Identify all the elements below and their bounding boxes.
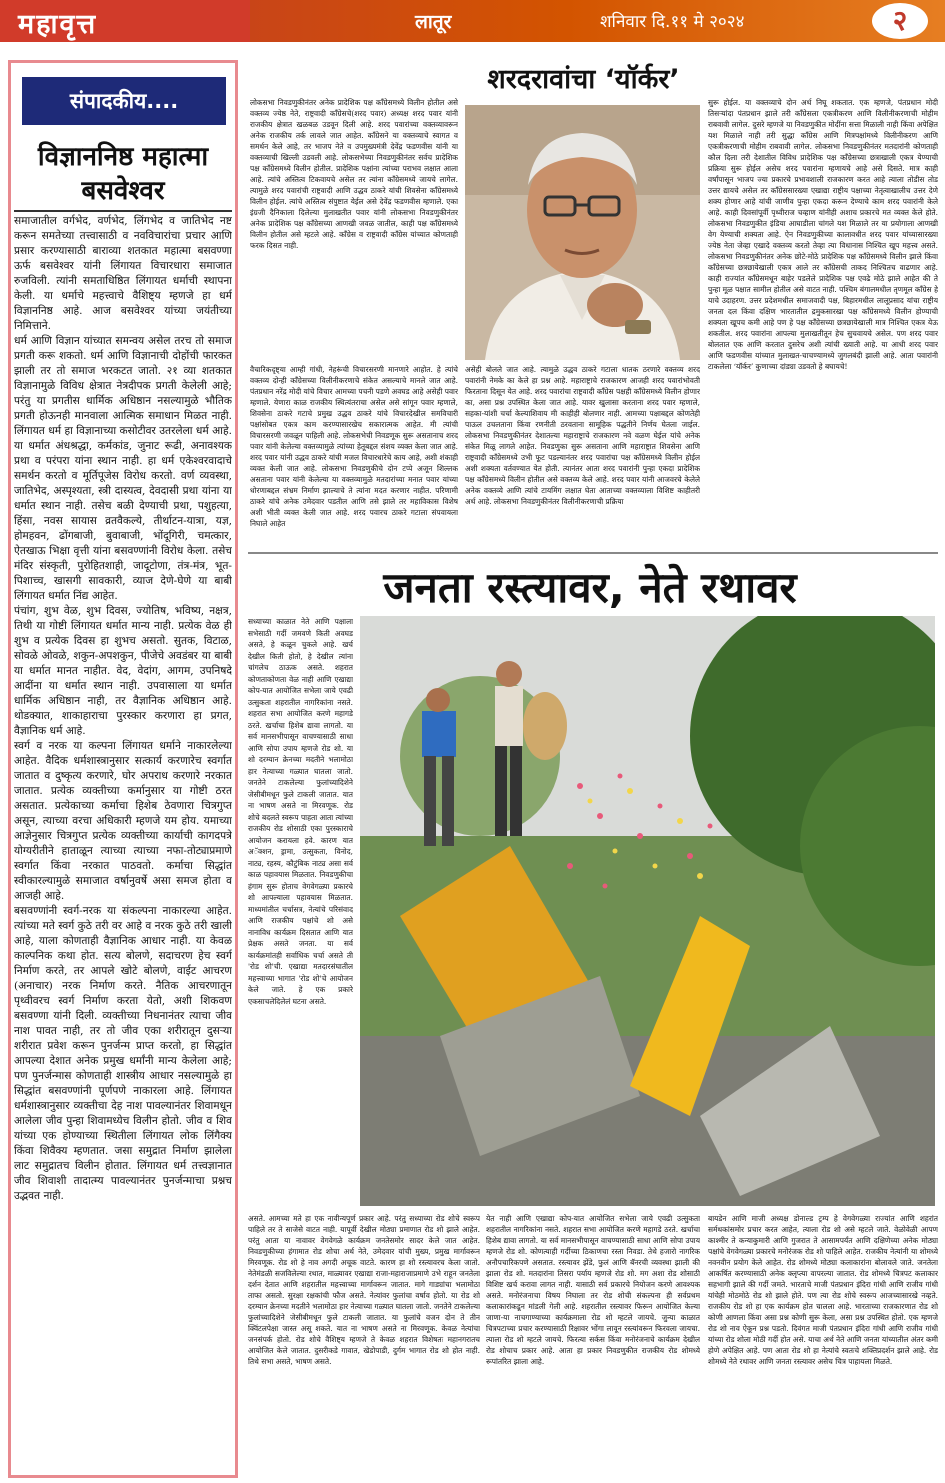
article2-headline: जनता रस्त्यावर, नेते रथावर: [383, 563, 797, 612]
article2-column-bottom-3: [708, 1213, 938, 1475]
newspaper-title: महावृत्त: [18, 9, 98, 40]
page-number: २: [872, 3, 928, 39]
editorial-section-header: संपादकीय....: [22, 77, 226, 125]
article2-text: येत नाही आणि एखाद्या कोप-यात आयोजित सभेला जाये एवढी उत्सुकता शहरातील नागरिकांना नसते. शहरात सभा आयोजित करणे महागडे ठरते. खर्चाचा हिशेब द्यावा लागतो. या सर्व मानसभीपासून वाचण्यासाठी साधा आणि सोपा उपाय म्हणजे रोड शो. कोणत्याही गर्दीच्या ठिकाणचा रस्ता निवडा. तेथे हजारो नागरिक अनौपचारिकपणे असतात. रस्त्यावर झेंडे, फुलं आणि बॅनरची व्यवस्था झाली की झाला रोड शो. मतदारांना तिसरा पर्याय म्हणजे रोड शो. मग अशा रोड शोसाठी विशिष्ट खर्च करावा लागत नाही. यासाठी सर्व प्रकारचे नियोजन करणे आवश्यक असते. मनोरंजनाचा विषय निघाला तर रोड शोची संकल्पना ही सर्वप्रथम कलाकारांकडून मांडली गेली आहे. शहरातील रस्त्यावर फिरून आयोजित केल्या जाणा-या नाचगाण्याच्या कार्यक्रमाला रोड शो म्हटले जायचे. जुन्या काळात चित्रपटाच्या प्रचार करण्यासाठी रिक्षावर भोंगा लावून रस्त्यांवरून फिरवला जायचा. त्याला रोड शो म्हटले जायचे. फिरत्या सर्कस किंवा मनोरंजनाचे कार्यक्रम देखील रोड शोचाच प्रकार आहे. आता हा प्रकार निवडणुकीत राजकीय रोड शोमध्ये रूपांतरित झाला आहे.: [486, 1214, 700, 1366]
article1-text: वैचारिकदृष्ट्या आम्ही गांधी, नेहरूंची विचारसरणी मानणारे आहोत. हे त्यांचे वक्तव्य दोन्ही काँग्रेसच्या विलीनीकरणाचे संकेत असल्याचे मानले जात आहे. पंतप्रधान नरेंद्र मोदी यांचे विचार आमच्या पचनी पडणे अवघड आहे असेही पवार म्हणाले. येणारा काळ राजकीय स्थित्यंतराचा असेल असे सांगून पवार म्हणाले, शिवसेना ठाकरे गटाचे प्रमुख उद्धव ठाकरे यांचे विचारदेखील समविचारी पक्षांसोबत एकत्र काम करण्यासारखेच सकारात्मक आहेत. मी त्यांची विचारसरणी जवळून पाहिली आहे. लोकसभेची निवडणूक सुरू असतानाच शरद पवार यांनी केलेल्या वक्तव्यामुळे त्यांच्या हेतूबद्दल संशय व्यक्त केला जात आहे. शरद पवार यांनी उद्धव ठाकरे यांची मजल विचारधारेचे काय आहे, अशी शंकाही व्यक्त केली जात आहे. लोकसभा निवडणुकीचे दोन टप्पे अजून शिल्लक असताना पवार यांनी केलेल्या या वक्तव्यामुळे मतदारांच्या मनात पवार यांच्या धोरणाबद्दल संभ्रम निर्माण झाल्याचे ते त्यांना मदत करणार नाहीत. परिणामी ठाकरे यांचे अनेक उमेदवार पडतील आणि तसे झाले तर महाविकास विशेष अशी भीती व्यक्त केली जात आहे. शरद पवारच ठाकरे गटाला संपवायला निघाले आहेत: [250, 365, 458, 528]
article1-column-2: [465, 364, 700, 544]
article2-text: असते. आमच्या मते हा एक नावीन्यपूर्ण प्रकार आहे. परंतु सध्याच्या रोड शोचे स्वरूप पाहिले तर ते साजेसे वाटत नाही. यापूर्वी देखील मोठ्या प्रमाणात रोड शो झाले आहेत. परंतु आता या नावावर वेगवेगळे कार्यक्रम जनतेसमोर सादर केले जात आहेत. निवडणुकीच्या हंगामात रोड शोचा अर्थ नेते, उमेदवार यांची मुख्य, प्रमुख मार्गावरून मिरवणूक. रोड शो हे नाव अगदी अचूक वाटते. कारण हा शो रस्त्यावरच केला जातो. नेतेमंडळी सजविलेल्या रथात, माळ्यावर एखाद्या राजा-महाराजाप्रमाणे उभे राहून जनतेला दर्शन देतात आणि शहरातील महत्त्वाच्या मार्गावरून जातात. मागे गाड्यांचा भलामोठा ताफा असतो. सुरक्षा रक्षकांची फौज असते. नेत्यांवर फुलांचा वर्षाव होतो. या रोड शो दरम्यान क्रेनच्या मदतीने भलामोठा हार नेत्याच्या गळ्यात घातला जातो. जनतेने टाकलेल्या फुलांच्यादिशेने जेसीबीमधून फुले टाकली जातात. या फुलांचे वजन दोन ते तीन क्विंटलपेक्षा जास्त असू शकते. यात ना भाषण असते ना मिरवणूक. केवळ नेत्यांचा जनसंपर्क होतो. रोड शोचे वैशिष्ट्य म्हणजे ते केवळ शहरात विशेषतः महानगरातच आयोजित केले जातात. दुसरीकडे गावात, खेडोपाडी, दुर्गम भागात रोड शो होत नाही. तिथे सभा असते, भाषण असते.: [248, 1214, 480, 1366]
article1-column-1b: [250, 364, 458, 544]
article1-text: सुरू होईल. या वक्तव्याचे दोन अर्थ निघू शकतात. एक म्हणजे, पंतप्रधान मोदी तिसऱ्यांदा पंतप्रधान झाले तरी काँग्रेसला एकत्रीकरण आणि विलीनीकरणाची मोहीम राबवावी लागेल. दुसरे म्हणजे या निवडणुकीत मोदींना सत्ता मिळाली नाही किंवा अपेक्षित यश मिळाले नाही तरी सुद्धा काँग्रेस आणि मित्रपक्षांमध्ये विलीनीकरण आणि एकत्रीकरणाची मोहीम राबवावी लागेल. लोकसभा निवडणुकीनंतर मतदारांनी कोणताही कौल दिला तरी देशातील विविध प्रादेशिक पक्ष काँग्रेसच्या छत्राखाली एकत्र येण्याची प्रक्रिया सुरू होईल असेच शरद पवारांना म्हणायचे आहे असे दिसते. मात्र काही वर्षांपासून भाजप ज्या प्रकारचे प्रभावशाली राजकारण करत आहे त्याला तोडीस तोड उत्तर द्यायचे असेल तर काँग्रेससारख्या एखाद्या राष्ट्रीय पक्षाच्या नेतृत्वाखालीच उत्तर देणे शक्य होणार आहे यांची जाणीव पुन्हा एकदा करून देण्याचे काम शरद पवारांनी केले आहे. काही दिवसांपूर्वी पृथ्वीराज चव्हाण यांनीही अशाच प्रकारचे मत व्यक्त केले होते. लोकसभा निवडणुकीत इंडिया आघाडीला चांगले यश मिळाले तर या प्रयोगाला आणखी वेग येण्याची शक्यता आहे. ऐन निवडणुकीच्या कालावधीत शरद पवार यांच्यासारख्या ज्येष्ठ नेता जेव्हा एखादे वक्तव्य करतो तेव्हा त्या विधानास निश्चित खूप महत्त्व असते. लोकसभा निवडणुकीनंतर अनेक छोटे-मोठे प्रादेशिक पक्ष काँग्रेसमध्ये विलीन झाले किंवा काँग्रेसच्या छत्रछायेखाली एकत्र आले तर काँग्रेसची ताकद निश्चितच वाढणार आहे. काही राज्यांत काँग्रेसमधून बाहेर पडलेले प्रादेशिक पक्ष एवढे मोठे झाले आहेत की ते पुन्हा मूळ पक्षात सामील होतील असे वाटत नाही. पश्चिम बंगालमधील तृणमूल काँग्रेस हे याचे उदाहरण. उत्तर प्रदेशमधील समाजवादी पक्ष, बिहारमधील लालूप्रसाद यांचा राष्ट्रीय जनता दल किंवा दक्षिण भारतातील द्रमुकसारखा पक्ष काँग्रेसमध्ये विलीन होण्याची शक्यता खूपच कमी आहे पण हे पक्ष काँग्रेसच्या छत्रछायेखाली मात्र निश्चित एकत्र येऊ शकतील. शरद पवारांना आपल्या मुलाखतीतून हेच सुचवायचे असेल. पण शरद पवार बोलतात एक आणि करतात दुसरेच अशी त्यांची ख्याती आहे. या आधी शरद पवार आणि फडणवीस यांच्यात मुलाखत-चाचण्यामध्ये जुगलबंदी झाली आहे. आता पवारांनी टाकलेला ‘यॉर्कर’ कुणाच्या दांड्या उडवतो हे बघायचे!: [708, 98, 938, 371]
article1-headline: शरदरावांचा ‘यॉर्कर’: [487, 64, 680, 95]
editorial-paragraph: पंचांग, शुभ वेळ, शुभ दिवस, ज्योतिष, भविष्य, नक्षत्र, तिथी या गोष्टी लिंगायत धर्मात मान्य नाही. प्रत्येक वेळ ही शुभ व प्रत्येक दिवस हा शुभच असतो. सुतक, विटाळ, सोवळे ओवळे, शकुन-अपशकुन, पीजेचे अवडंबर या बाबी या धर्मात मानत नाहीत. वेद, वेदांग, आगम, उपनिषदे आदींना या धर्मात स्थान नाही. उपवासाला या धर्मात धार्मिक अधिष्ठान नाही, तर वैज्ञानिक अधिष्ठान आहे. थोडक्यात, शाकाहाराचा पुरस्कार करणारा हा प्रगत, वैज्ञानिक धर्म आहे.: [14, 605, 232, 737]
roadshow-photo: [360, 616, 935, 1206]
editorial-paragraph: बसवण्णांनी स्वर्ग-नरक या संकल्पना नाकारल्या आहेत. त्यांच्या मते स्वर्ग कुठे तरी वर आहे व नरक कुठे तरी खाली आहे, याला कोणताही वैज्ञानिक आधार नाही. या केवळ काल्पनिक कथा होत. सत्य बोलणे, सदाचरण हेच स्वर्ग निर्माण करते, तर आपले खोटे बोलणे, वाईट आचरण (अनाचार) नरक निर्माण करते. नैतिक आचरणातून पृथ्वीवरच स्वर्ग निर्माण करता येतो, अशी शिकवण बसवण्णा यांनी दिली. व्यक्तीच्या निधनानंतर त्याचा जीव नाश पावत नाही, तर तो जीव एका शरीरातून दुसऱ्या शरीरात प्रवेश करून पुनर्जन्म प्राप्त करतो, हा सिद्धांत आपल्या देशात अनेक प्रमुख धर्मांनी मान्य केलेला आहे; पण पुनर्जन्मास कोणताही शास्त्रीय आधार नसल्यामुळे हा सिद्धांत बसवण्णांनी पूर्णपणे नाकारला आहे. लिंगायत धर्मशास्त्रानुसार व्यक्तीचा देह नाश पावल्यानंतर शिवामधून आलेला जीव पुन्हा शिवामध्येच विलीन होतो. जीव व शिव यांच्या एक होण्याच्या स्थितीला लिंगायत लोक लिंगैक्य किंवा शिवैक्य म्हणतात. जसा समुद्रात निर्माण झालेला लाट समुद्रातच विलीन होतात. लिंगायत धर्म तत्त्वज्ञानात जीव शिवाशी तादात्म्य पावल्यानंतर पुनर्जन्माचा प्रश्नच उद्भवत नाही.: [14, 905, 232, 1202]
article2-column-bottom-2: [486, 1213, 700, 1475]
sharad-pawar-photo: [465, 105, 700, 360]
article1-column-1: [250, 97, 458, 360]
article2-column-left: [248, 616, 353, 1206]
editorial-paragraph: समाजातील वर्गभेद, वर्णभेद, लिंगभेद व जातिभेद नष्ट करून समतेच्या तत्त्वासाठी व नवविचारांचा प्रचार आणि प्रसार करण्यासाठी बाराव्या शतकात महात्मा बसवण्णा ऊर्फ बसवेश्वर यांनी लिंगायत विचारधारा समाजात रुजविली. त्यांनी समताधिष्ठित लिंगायत धर्माची स्थापना केली. या धर्माचे महत्त्वाचे वैशिष्ट्य म्हणजे हा धर्म विज्ञाननिष्ठ आहे. आज बसवेश्वर यांच्या जयंतीच्या निमित्ताने.: [14, 215, 232, 332]
editorial-body: [14, 214, 232, 1472]
editorial-paragraph: स्वर्ग व नरक या कल्पना लिंगायत धर्माने नाकारलेल्या आहेत. वैदिक धर्मशास्त्रानुसार सत्कार्य करणारेच स्वर्गात जातात व दुष्कृत्य करणारे, घोर अपराध करणारे नरकात जातात. प्रत्येक व्यक्तीच्या कर्मानुसार या गोष्टी ठरत असतात. प्रत्येकाच्या कर्माचा हिशेब ठेवणारा चित्रगुप्त असून, त्याच्या वरचा अधिकारी म्हणजे यम होय. यमाच्या आज्ञेनुसार चित्रगुप्त प्रत्येक व्यक्तीच्या कार्याची कागदपत्रे योग्यरीतीने हाताळून त्याच्या त्याच्या नफा-तोट्याप्रमाणे स्वर्गात किंवा नरकात पाठवतो. कर्माचा सिद्धांत स्वीकारल्यामुळे समाजात वर्षानुवर्षे असा समज होता व आजही आहे.: [14, 740, 232, 902]
article2-text: बायडेन आणि माजी अध्यक्ष डोनाल्ड ट्रम्प हे वेगवेगळ्या राज्यांत आणि शहरांत सर्मथकांसमोर प्रचार करत आहेत, त्याला रोड शो असे म्हटले जाते. वेळोवेळी आपण काश्मीर ते कन्याकुमारी आणि गुजरात ते आसामपर्यंत आणि दक्षिणेच्या अनेक मोठ्या पक्षांचे वेगवेगळ्या प्रकारचे मनोरंजक रोड शो पाहिले आहेत. राजकीय नेत्यांनी या शोमध्ये नवनवीन प्रयोग केले आहेत. रोड शोमध्ये मोठ्या कलाकारांना बोलावले जाते. जनतेला आकर्षित करण्यासाठी अनेक क्लृप्त्या वापरल्या जातात. रोड शोमध्ये चित्रपट कलाकार सहभागी झाले की गर्दी जमते. भारताचे माजी पंतप्रधान इंदिरा गांधी आणि राजीव गांधी यांचेही मोठमोठे रोड शो झाले होते. पण त्या रोड शोचे स्वरूप आजच्यासारखे नव्हते. राजकीय रोड शो हा एक कार्यक्रम होत चालला आहे. भारताच्या राजकारणात रोड शो कोणी आणला किंवा असा प्रश्न कोणी सुरू केला, असा प्रश्न उपस्थित होतो. एक म्हणजे रोड शो नाव ऐकून प्रश्न पडतो. दिवंगत माजी पंतप्रधान इंदिरा गांधी आणि राजीव गांधी यांच्या रोड शोला मोठी गर्दी होत असे. याचा अर्थ नेते आणि जनता यांच्यातील अंतर कमी होणे अपेक्षित आहे. पण आता रोड शो हा नेत्यांचे स्वतःचे शक्तिप्रदर्शन झाले आहे. रोड शोमध्ये नेते रथावर आणि जनता रस्त्यावर असेच चित्र पाहायला मिळते.: [708, 1214, 938, 1366]
section-divider: [248, 552, 938, 554]
article1-column-3: [708, 97, 938, 544]
issue-date: शनिवार दि.११ मे २०२४: [600, 12, 745, 32]
edition-city: लातूर: [415, 11, 452, 33]
article1-text: लोकसभा निवडणुकीनंतर अनेक प्रादेशिक पक्ष काँग्रेसमध्ये विलीन होतील असे वक्तव्य ज्येष्ठ नेते, राष्ट्रवादी काँग्रेसचे(शरद पवार) अध्यक्ष शरद पवार यांनी राजकीय क्षेत्रात खळबळ उडवून दिली आहे. शरद पवारांच्या वक्तव्यावरून अनेक राजकीय तर्क लावले जात आहेत. काँग्रेसने या वक्तव्याचे स्वागत व समर्थन केले आहे, तर भाजप नेते व उपमुख्यमंत्री देवेंद्र फडणवीस यांनी या वक्तव्याची खिल्ली उडवली आहे. लोकसभेच्या निवडणुकीनंतर सर्वच प्रादेशिक पक्ष काँग्रेसमध्ये विलीन होतील. प्रादेशिक पक्षांना त्यांच्या पराभव लक्षात आला आहे. त्यांचे अस्तित्व टिकवायचे असेल तर त्यांना काँग्रेसमध्ये जायचे लागेल. त्यामुळे शरद पवारांची राष्ट्रवादी आणि उद्धव ठाकरे यांची शिवसेना काँग्रेसमध्ये विलीन होईल. त्यांचे अस्तित्व संपुष्टात येईल असे देवेंद्र फडणवीस म्हणाले. एका इंग्रजी दैनिकाला दिलेल्या मुलाखतीत पवार यांनी लोकसभा निवडणुकीनंतर अनेक प्रादेशिक पक्ष काँग्रेसच्या आणखी जवळ जातील, काही पक्ष काँग्रेसमध्ये विलीन होतील असे म्हटले आहे. काँग्रेस व राष्ट्रवादी काँग्रेस यांच्यात कोणताही फरक दिसत नाही.: [250, 98, 458, 250]
article2-text: सध्याच्या काळात नेते आणि पक्षाला सभेसाठी गर्दी जमवणे किती अवघड असते, हे कळून चुकले आहे. खर्च देखील किती होतो, हे देखील त्यांना चांगलेच ठाऊक असते. शहरात कोणताकोणता वेळ नाही आणि एखाद्या कोप-यात आयोजित सभेला जाये एवढी उत्सुकता शहरातील नागरिकांना नसते. शहरात सभा आयोजित करणे महागडे ठरते. खर्चाचा हिशेब द्यावा लागतो. या सर्व मानसभीपासून वाचण्यासाठी साधा आणि सोपा उपाय म्हणजे रोड शो. या शो दरम्यान क्रेनच्या मदतीने भलामोठा हार नेत्याच्या गळ्यात घातला जातो. जनतेने टाकलेल्या फुलांच्यादिशेने जेसीबीमधून फुले टाकली जातात. यात ना भाषण असते ना मिरवणूक. रोड शोचे बदलते स्वरूप पाहता आता त्यांच्या राजकीय रोड शोसाठी एका पुरस्काराचे आयोजन करायला हवे. कारण यात अॅक्शन, ड्रामा, उत्सुकता, विनोद, नाट्य, रहस्य, कौटुंबिक नाट्य असा सर्व काळ पहावयास मिळतात. निवडणुकीचा हंगाम सुरू होताच वेगवेगळ्या प्रकारचे शो आपल्याला पहावयास मिळतात. माध्यमांतील चर्चासत्र, नेत्यांचे परिसंवाद आणि राजकीय पक्षांचे शो असे नानाविध कार्यक्रम दिसतात आणि यात प्रेक्षक असते जनता. या सर्व कार्यक्रमांतही सर्वाधिक चर्चा असते ती 'रोड शो'ची. एखाद्या मतदारसंघातील महत्त्वाच्या भागात 'रोड शो'चे आयोजन केले जाते. हे एक प्रकारे एकसाचलेदिलेलं घटना असते.: [248, 617, 353, 1006]
article2-column-bottom-1: [248, 1213, 480, 1475]
article1-text: असेही बोलले जात आहे. त्यामुळे उद्धव ठाकरे गटाला धातक ठरणारे वक्तव्य शरद पवारांनी नेमके का केले हा प्रश्न आहे. महाराष्ट्राचे राजकारण आजही शरद पवारांभोवती फिरताना दिसून येत आहे. शरद पवारांचा राष्ट्रवादी काँग्रेस पक्षही काँग्रेसमध्ये विलीन होणार का, असा प्रश्न उपस्थित केला जात आहे. यावर खुलासा करताना शरद पवार म्हणाले, सहका-यांशी चर्चा केल्याशिवाय मी काहीही बोलणार नाही. आमच्या पक्षाबद्दल कोणतेही पाऊल उचलताना किंवा रणनीती ठरवताना सामूहिक पद्धतीने निर्णय घेतला जाईल. लोकसभा निवडणुकीनंतर देशातल्या महाराष्ट्राचे राजकारण नवे वळण घेईल यांचे अनेक संकेत मिळू लागले आहेत. निवडणुका सुरू असताना आणि महाराष्ट्रात शिवसेना आणि राष्ट्रवादी काँग्रेसमध्ये उभी फूट पडल्यानंतर शरद पवारांचा पक्ष काँग्रेसमध्ये विलीन होईल अशी शक्यता वर्तवण्यात येत होती. त्यानंतर आता शरद पवारांनी पुन्हा एकदा प्रादेशिक पक्ष काँग्रेसमध्ये विलीन होतील असे वक्तव्य केले आहे. शरद पवार यांनी आजवरचे केलेले अनेक वक्तव्ये आणि त्यांचे टायमिंग लक्षात घेता आताच्या वक्तव्याला विशिष्ट काहीतरी अर्थ आहे. लोकसभा निवडणुकीनंतर विलीनीकरणाची प्रक्रिया: [465, 365, 700, 506]
editorial-title: विज्ञाननिष्ठ महात्मा बसवेश्वर: [14, 140, 232, 212]
editorial-paragraph: धर्म आणि विज्ञान यांच्यात समन्वय असेल तरच तो समाज प्रगती करू शकतो. धर्म आणि विज्ञानाची दोहोंची फारकत झाली तर तो समाज भरकटत जातो. २१ व्या शतकात विज्ञानामुळे विविध क्षेत्रात नेत्रदीपक प्रगती केलेली आहे; परंतु या प्रगतीस धार्मिक अधिष्ठान नसल्यामुळे भौतिक प्रगती होऊनही मानवाला आत्मिक समाधान मिळत नाही. लिंगायत धर्म हा विज्ञानाच्या कसोटीवर उतरलेला धर्म आहे. या धर्मात अंधश्रद्धा, कर्मकांड, जुनाट रूढी, अनावश्यक प्रथा व परंपरा यांना स्थान नाही. हा धर्म एकेश्वरवादाचे समर्थन करतो व मूर्तिपूजेस विरोध करतो. वर्ण व्यवस्था, जातिभेद, अस्पृश्यता, स्त्री दास्यत्व, देवदासी प्रथा यांना या धर्मात स्थान नाही. तसेच बळी देण्याची प्रथा, पशुहत्या, हिंसा, नवस सायास व्रतवैकल्ये, तीर्थाटन-यात्रा, यज्ञ, होमहवन, ढोंगबाजी, बुवाबाजी, भोंदूगिरी, चमत्कार, ऐतखाऊ भिक्षा वृत्ती यांना बसवण्णांनी विरोध केला. तसेच मंदिर संस्कृती, पुरोहितशाही, जादूटोणा, तंत्र-मंत्र, भूत-पिशाच्च, खासगी सावकारी, व्याज देणे-घेणे या बाबी लिंगायत धर्मात निंद्य आहेत.: [14, 335, 232, 602]
